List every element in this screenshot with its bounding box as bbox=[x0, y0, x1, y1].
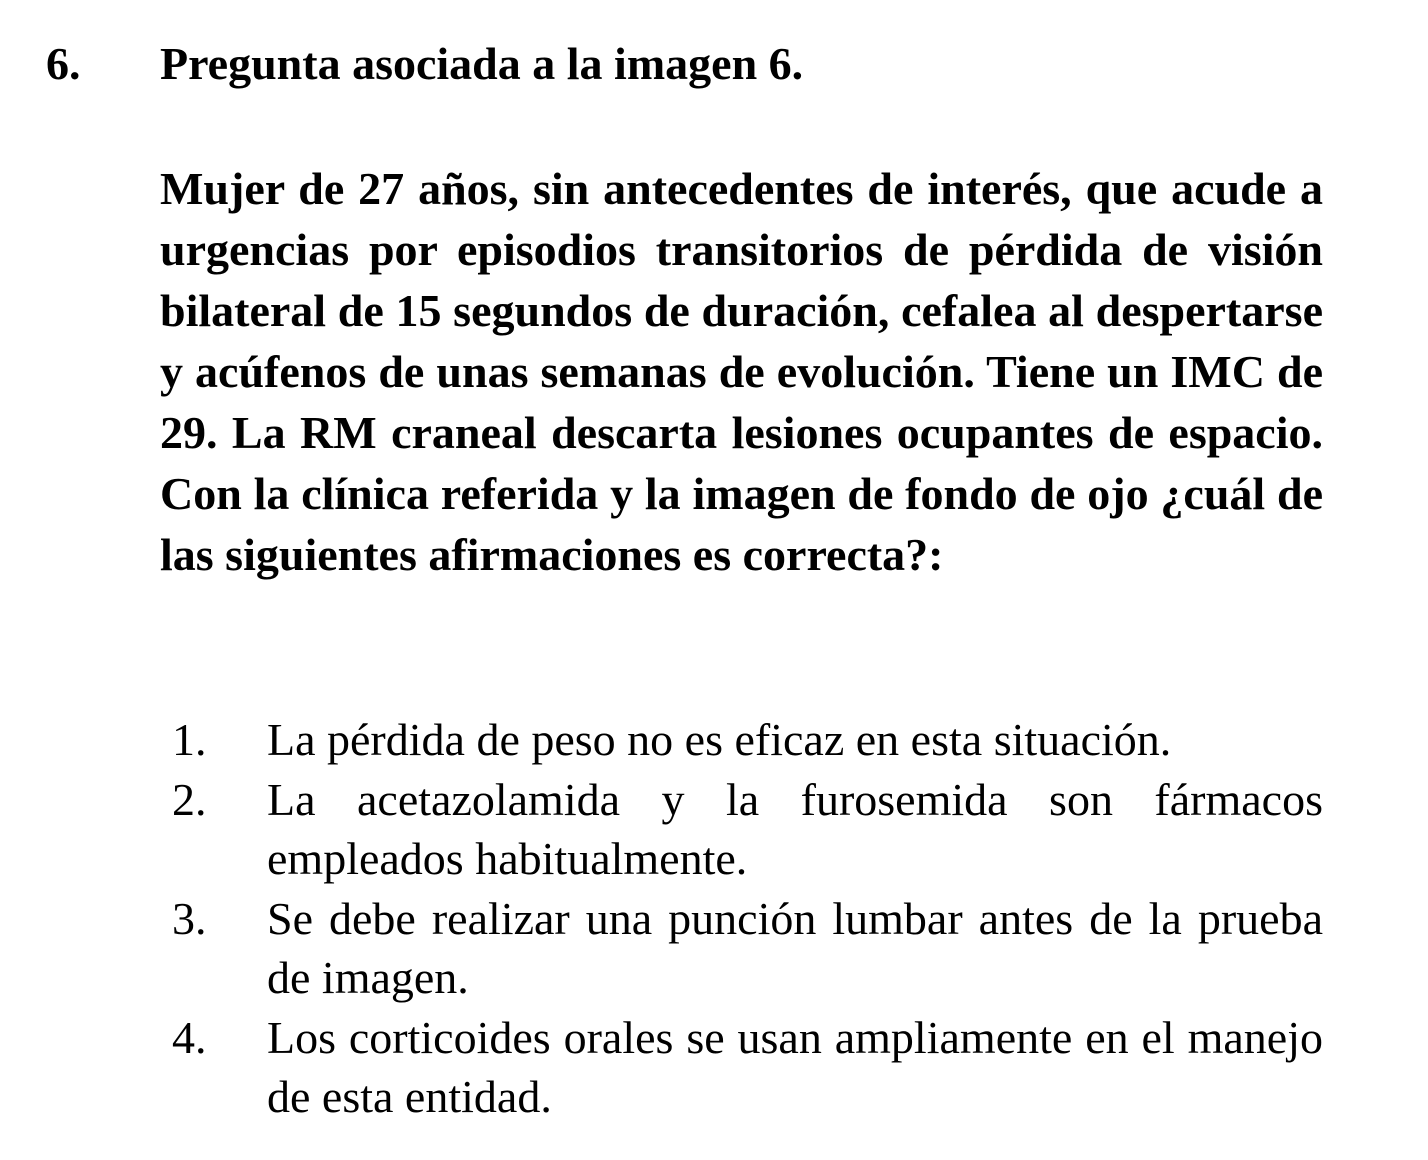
option-text: Los corticoides orales se usan ampliamente en el manejo de esta entidad. bbox=[267, 1011, 1323, 1122]
option-number: 1. bbox=[172, 714, 207, 765]
option-number: 3. bbox=[172, 892, 207, 944]
option-text: Se debe realizar una punción lumbar antes de la prueba de imagen. bbox=[267, 892, 1323, 1003]
option-number: 2. bbox=[172, 773, 207, 825]
answer-option-3 bbox=[160, 889, 1323, 1008]
option-text: La pérdida de peso no es eficaz en esta situación. bbox=[267, 714, 1172, 765]
question-stem: Mujer de 27 años, sin antecedentes de interés, que acude a urgencias por episodios transitorios de pérdida de visión bilateral de 15 segundos de duración, cefalea al despertarse y acúfenos de unas semanas de evolución. Tiene un IMC de 29. La RM craneal descarta lesiones ocupantes de espacio. Con la clínica referida y la imagen de fondo de ojo ¿cuál de las siguientes afirmaciones es correcta?: bbox=[160, 163, 1323, 580]
answer-option-2 bbox=[160, 770, 1323, 889]
question-number: 6. bbox=[46, 38, 81, 89]
question-title: Pregunta asociada a la imagen 6. bbox=[160, 38, 804, 89]
option-number: 4. bbox=[172, 1011, 207, 1063]
answer-option-1 bbox=[160, 710, 1323, 770]
answer-options-list bbox=[160, 710, 1323, 1127]
answer-option-4 bbox=[160, 1008, 1323, 1127]
option-text: La acetazolamida y la furosemida son fármacos empleados habitualmente. bbox=[267, 773, 1323, 884]
